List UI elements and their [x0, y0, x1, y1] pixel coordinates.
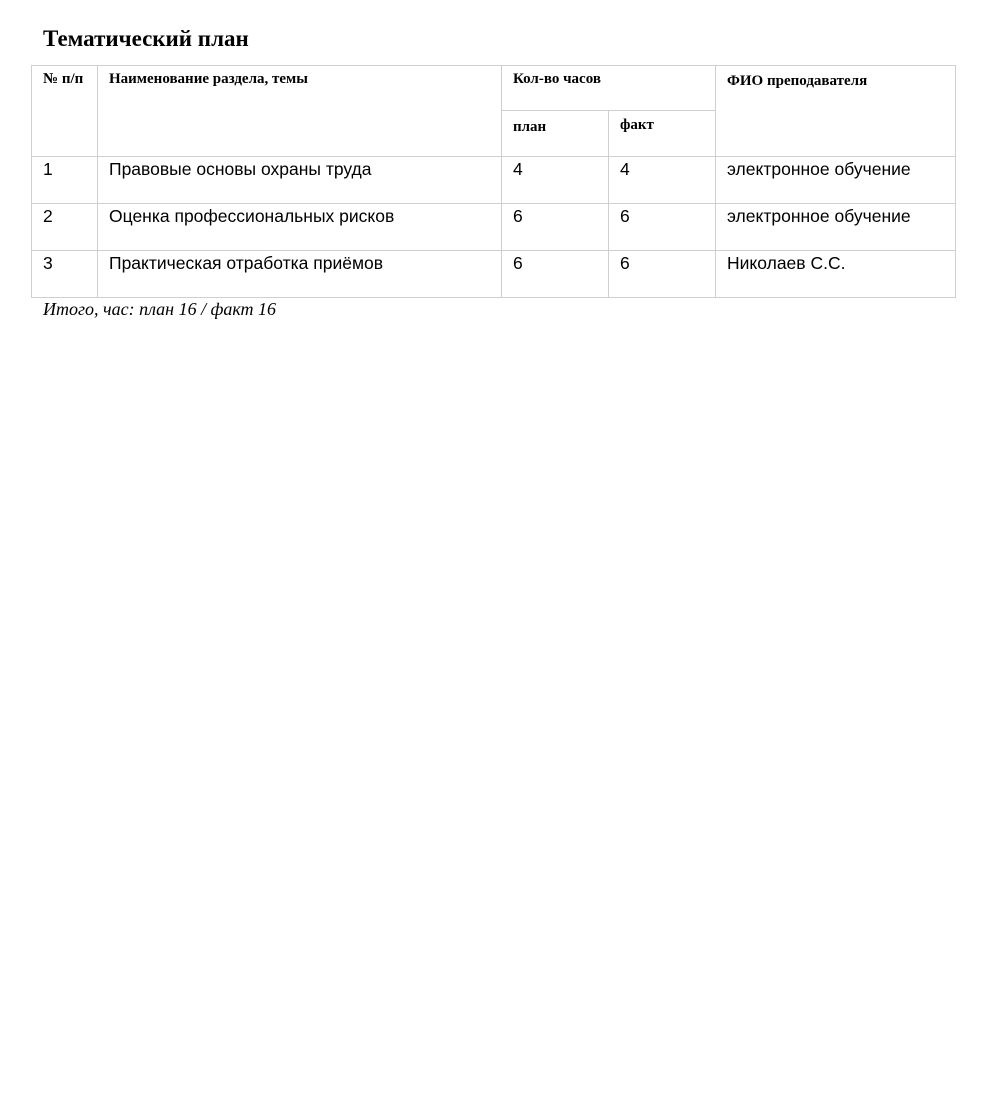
- header-section-name: Наименование раздела, темы: [98, 66, 502, 157]
- row-section-name: Практическая отработка приёмов: [98, 251, 502, 298]
- header-plan: план: [502, 111, 609, 157]
- row-plan-hours: 6: [502, 204, 609, 251]
- row-plan-hours: 4: [502, 157, 609, 204]
- row-fact-hours: 4: [609, 157, 716, 204]
- row-teacher: электронное обучение: [716, 157, 956, 204]
- thematic-plan-table: [31, 65, 956, 298]
- row-fact-hours: 6: [609, 251, 716, 298]
- row-teacher: электронное обучение: [716, 204, 956, 251]
- row-teacher: Николаев С.С.: [716, 251, 956, 298]
- header-num: № п/п: [32, 66, 98, 157]
- row-fact-hours: 6: [609, 204, 716, 251]
- table-row: [32, 157, 956, 204]
- header-fact: факт: [609, 111, 716, 157]
- row-num: 1: [32, 157, 98, 204]
- row-num: 2: [32, 204, 98, 251]
- header-teacher: ФИО преподавателя: [716, 66, 956, 157]
- row-section-name: Правовые основы охраны труда: [98, 157, 502, 204]
- row-plan-hours: 6: [502, 251, 609, 298]
- table-row: [32, 204, 956, 251]
- hours-total: Итого, час: план 16 / факт 16: [43, 299, 277, 319]
- table-header-row: [32, 66, 956, 111]
- row-num: 3: [32, 251, 98, 298]
- table-row: [32, 251, 956, 298]
- row-section-name: Оценка профессиональных рисков: [98, 204, 502, 251]
- header-hours: Кол-во часов: [502, 66, 716, 111]
- document-title: Тематический план: [43, 26, 249, 51]
